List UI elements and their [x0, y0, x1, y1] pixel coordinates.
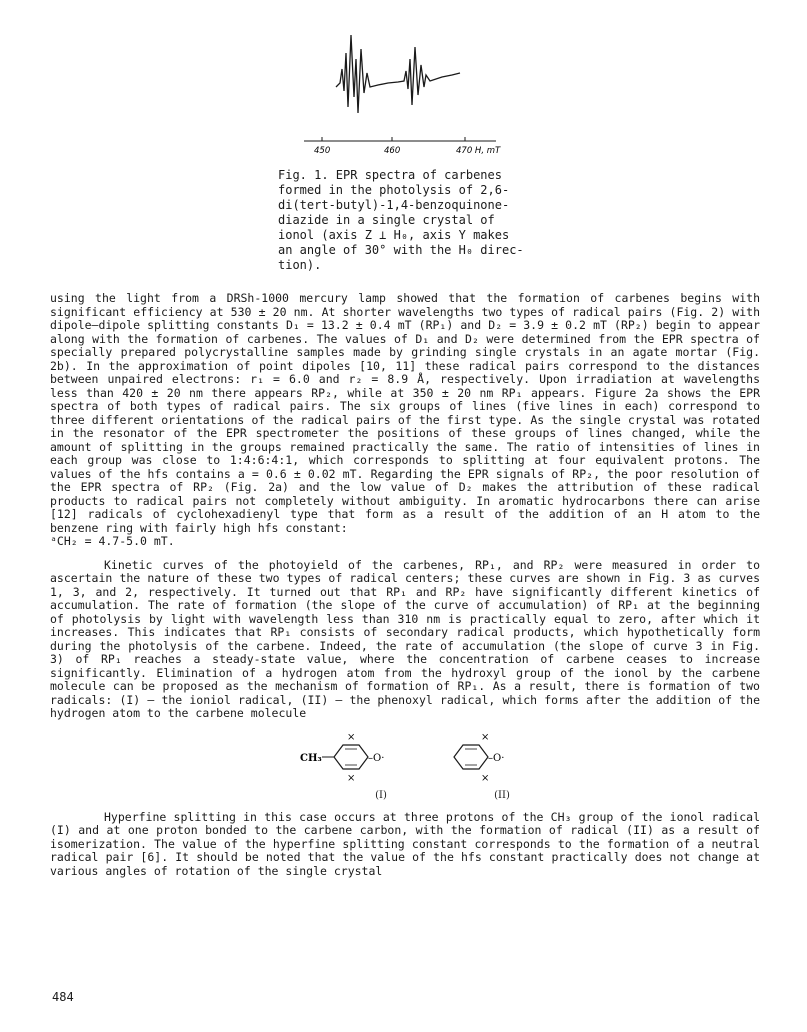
epr-spectrum-figure — [300, 25, 520, 165]
caption-line: ionol (axis Z ⊥ H₀, axis Y makes — [278, 228, 510, 242]
page-number: 484 — [52, 990, 74, 1004]
ionol-radical-structure — [300, 727, 410, 789]
body-text — [50, 292, 760, 878]
methyl-group-label: CH₃ — [300, 752, 322, 764]
axis-tick-label: 470 H, mT — [456, 146, 501, 156]
caption-line: formed in the photolysis of 2,6- — [278, 183, 510, 197]
oxy-radical-label: –O· — [488, 752, 505, 764]
caption-line: di(tert-butyl)-1,4-benzoquinone- — [278, 198, 510, 212]
benzene-ring — [334, 745, 368, 769]
tert-butyl-mark: × — [347, 772, 356, 784]
tert-butyl-mark: × — [347, 731, 356, 743]
paragraph: Kinetic curves of the photoyield of the carbenes, RP₁, and RP₂ were measured in order to ascertain the nature of these two types of radical centers; these curves are shown in Fig. 3 as curves 1, 3, and 2, respectively. It turned out that RP₁ and RP₂ have significantly different kinetics of accumulation. The rate of formation (the slope of the curve of accumulation) of RP₁ at the beginning of photolysis by light with wavelength less than 310 nm is practically equal to zero, after which it increases. This indicates that RP₁ consists of secondary radical products, which hypothetically form during the photolysis of the carbene. Indeed, the rate of accumulation (the slope of curve 3 in Fig. 3) of RP₁ reaches a steady-state value, where the concentration of carbene ceases to increase significantly. Elimination of a hydrogen atom from the hydroxyl group of the ionol by the carbene molecule can be proposed as the mechanism of formation of RP₁. As a result, there is formation of two radicals: (I) – the ioniol radical, (II) – the phenoxyl radical, which forms after the addition of the hydrogen atom to the carbene molecule — [50, 557, 760, 720]
structure-label-II: (II) — [494, 789, 510, 801]
paragraph: using the light from a DRSh-1000 mercury lamp showed that the formation of carbenes begins with significant efficiency at 530 ± 20 nm. At shorter wavelengths two types of radical pairs (Fig. 2) with dipole–dipole splitting constants D₁ = 13.2 ± 0.4 mT (RP₁) and D₂ = 3.9 ± 0.2 mT (RP₂) begin to appear along with the formation of carbenes. The values of D₁ and D₂ were determined from the EPR spectra of specially prepared polycrystalline samples made by grinding single crystals in an agate mortar (Fig. 2b). In the approximation of point dipoles [10, 11] these radical pairs correspond to the distances between unpaired electrons: r₁ = 6.0 and r₂ = 8.9 Å, respectively. Upon irradiation at wavelengths less than 420 ± 20 nm there appears RP₂, while at 350 ± 20 nm RP₁ appears. Figure 2a shows the EPR spectra of both types of radical pairs. The six groups of lines (five lines in each) correspond to three different orientations of the radical pairs of the first type. As the single crystal was rotated in the resonator of the EPR spectrometer the positions of these groups of lines changed, while the amount of splitting in the groups remained practically the same. The ratio of intensities of lines in each group was close to 1:4:6:4:1, which corresponds to splitting at four equivalent protons. The values of the hfs contains a = 0.6 ± 0.02 mT. Regarding the EPR signals of RP₂, the poor resolution of the EPR spectra of RP₂ (Fig. 2a) and the low value of D₂ makes the attribution of these radical products to radical pairs not completely without ambiguity. In aromatic hydrocarbons there can arise [12] radicals of cyclohexadienyl type that form as a result of the addition of an H atom to the benzene ring with fairly high hfs constant: — [50, 291, 760, 535]
axis-tick-label: 450 — [314, 146, 331, 156]
benzene-ring — [454, 745, 488, 769]
figure-caption — [278, 168, 548, 273]
tert-butyl-mark: × — [481, 772, 490, 784]
caption-line: Fig. 1. EPR spectra of carbenes — [278, 168, 502, 182]
axis-tick-label: 460 — [384, 146, 401, 156]
paragraph: Hyperfine splitting in this case occurs at three protons of the CH₃ group of the ionol radical (I) and at one proton bonded to the carbene carbon, with the formation of radical (II) as a result of isomerization. The value of the hyperfine splitting constant corresponds to the formation of a neutral radical pair [6]. It should be noted that the value of the hfs constant practically does not change at various angles of rotation of the single crystal — [50, 809, 760, 878]
phenoxyl-radical-structure — [448, 727, 528, 789]
caption-line: an angle of 30° with the H₀ direc- — [278, 243, 524, 257]
caption-line: tion). — [278, 258, 322, 272]
tert-butyl-mark: × — [481, 731, 490, 743]
hfs-formula: ᵃCH₂ = 4.7-5.0 mT. — [50, 534, 175, 548]
chemical-structures — [50, 727, 760, 805]
caption-line: diazide in a single crystal of — [278, 213, 495, 227]
structure-label-I: (I) — [375, 789, 387, 801]
epr-spectrum-trace — [336, 35, 460, 113]
oxy-radical-label: –O· — [368, 752, 385, 764]
